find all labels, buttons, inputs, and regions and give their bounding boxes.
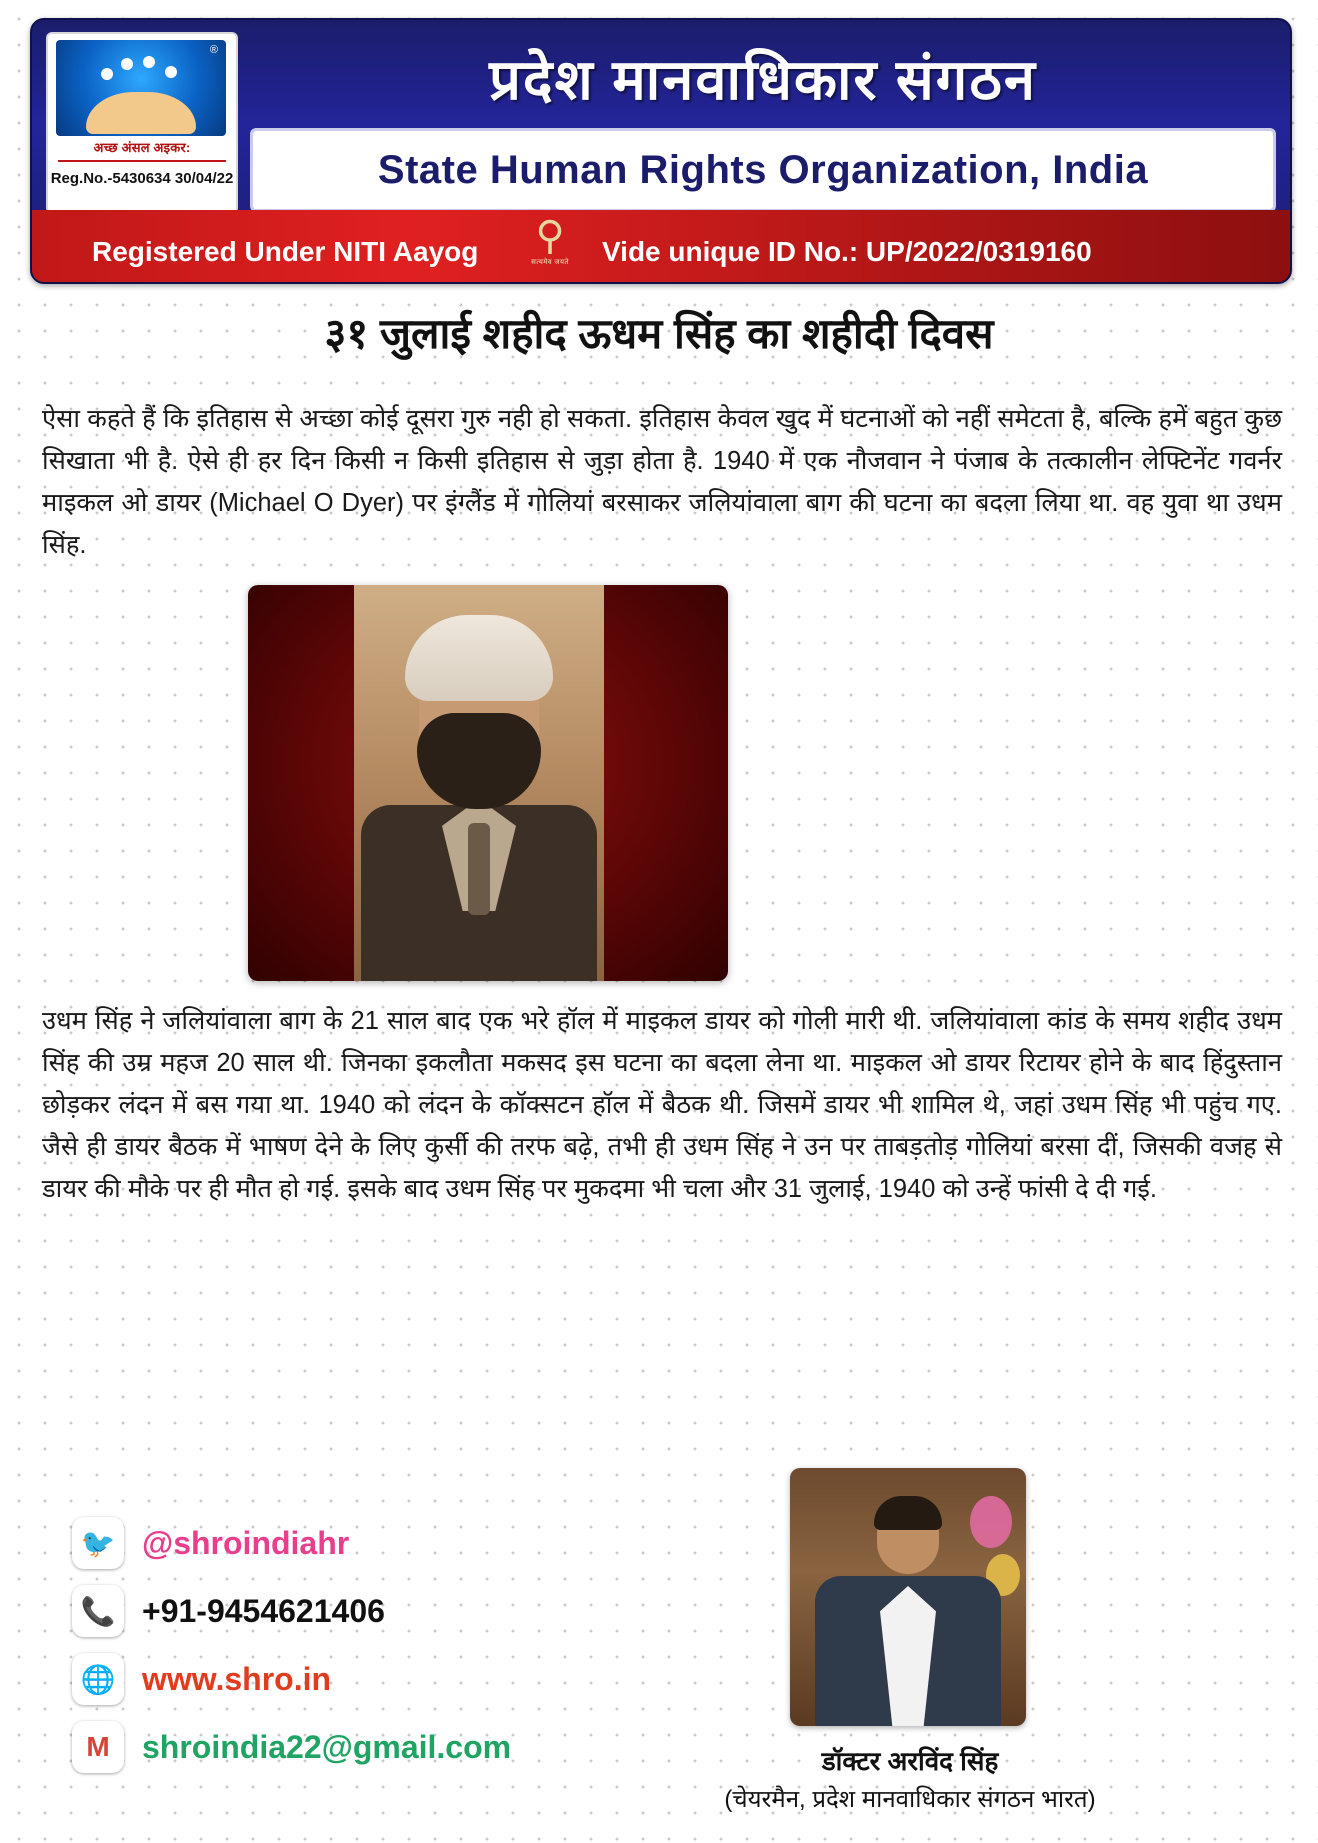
gmail-icon: M [72, 1721, 124, 1773]
contact-row-website[interactable] [72, 1648, 632, 1710]
chairman-name: डॉक्टर अरविंद सिंह [821, 1746, 999, 1776]
balloon-icon [970, 1496, 1012, 1548]
phone-number[interactable]: +91-9454621406 [142, 1592, 385, 1629]
org-title-english: State Human Rights Organization, India [377, 147, 1149, 192]
portrait-beard [417, 713, 541, 809]
emblem-glyph: ⚲ [535, 214, 565, 258]
org-title-english-box [250, 128, 1276, 212]
portrait-tie [468, 823, 490, 915]
organization-logo [46, 32, 238, 214]
logo-registration-number: Reg.No.-5430634 30/04/22 [50, 170, 234, 187]
banner-inner [46, 32, 1276, 210]
contact-row-phone[interactable] [72, 1580, 632, 1642]
logo-divider [58, 160, 226, 162]
chairman-photo [790, 1468, 1026, 1726]
article-paragraph-1: ऐसा कहते हैं कि इतिहास से अच्छा कोई दूसरा गुरु नही हो सकता. इतिहास केवल खुद में घटनाओं को नहीं समेटता है, बल्कि हमें बहुत कुछ सिखाता भी है. ऐसे ही हर दिन किसी न किसी इतिहास से जुड़ा होता है. 1940 में एक नौजवान ने पंजाब के तत्कालीन लेफ्टिनेंट गवर्नर माइकल ओ डायर (Michael O Dyer) पर इंग्लैंड में गोलियां बरसाकर जलियांवाला बाग की घटना का बदला लिया था. वह युवा था उधम सिंह. [42, 405, 1282, 559]
globe-icon: 🌐 [72, 1653, 124, 1705]
chairman-caption [640, 1742, 1180, 1815]
logo-artwork [56, 40, 226, 136]
hands-icon [86, 92, 196, 134]
header-banner [30, 18, 1292, 284]
phone-icon: 📞 [72, 1585, 124, 1637]
emblem-caption: सत्यमेव जयते [531, 259, 569, 266]
contact-row-email[interactable] [72, 1716, 632, 1778]
national-emblem-icon [522, 214, 578, 278]
org-title-hindi: प्रदेश मानवाधिकार संगठन [489, 48, 1037, 111]
trademark-icon: ® [209, 44, 218, 56]
twitter-handle[interactable]: @shroindiahr [142, 1524, 350, 1561]
logo-motto: अच्छ अंसल अइकर: [93, 140, 191, 155]
contact-row-twitter[interactable] [72, 1512, 632, 1574]
chairman-hair [874, 1496, 942, 1530]
website-url[interactable]: www.shro.in [142, 1660, 332, 1697]
contact-block [72, 1512, 632, 1784]
people-icon [95, 56, 187, 94]
banner-red-strip [32, 210, 1290, 282]
article-paragraph-2: उधम सिंह ने जलियांवाला बाग के 21 साल बाद एक भरे हॉल में माइकल डायर को गोली मारी थी. जलियांवाला कांड के समय शहीद उधम सिंह की उम्र महज 20 साल थी. जिनका इकलौता मकसद इस घटना का बदला लेना था. माइकल ओ डायर रिटायर होने के बाद हिंदुस्तान छोड़कर लंदन में बस गया था. 1940 को लंदन के कॉक्सटन हॉल में बैठक थी. जिसमें डायर भी शामिल थे, जहां उधम सिंह भी पहुंच गए. जैसे ही डायर बैठक में भाषण देने के लिए कुर्सी की तरफ बढ़े, तभी ही उधम सिंह ने उन पर ताबड़तोड़ गोलियां बरसा दीं, जिसकी वजह से डायर की मौके पर ही मौत हो गई. इसके बाद उधम सिंह पर मुकदमा भी चला और 31 जुलाई, 1940 को उन्हें फांसी दे दी गई. [42, 1007, 1282, 1203]
udham-singh-portrait [248, 585, 728, 981]
portrait-turban [405, 615, 553, 701]
registered-text: Registered Under NITI Aayog [92, 236, 479, 267]
unique-id-text: Vide unique ID No.: UP/2022/0319160 [602, 236, 1092, 267]
page-title: ३१ जुलाई शहीद ऊधम सिंह का शहीदी दिवस [324, 310, 994, 357]
twitter-icon: 🐦 [72, 1517, 124, 1569]
email-address[interactable]: shroindia22@gmail.com [142, 1728, 512, 1765]
portrait-frame [354, 585, 604, 981]
chairman-role: (चेयरमैन, प्रदेश मानवाधिकार संगठन भारत) [724, 1786, 1096, 1813]
